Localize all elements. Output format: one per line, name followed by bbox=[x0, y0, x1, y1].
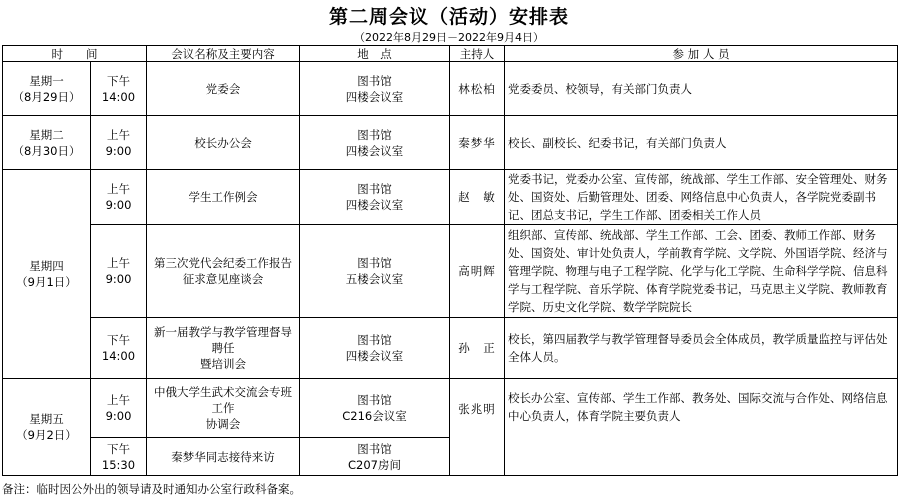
footnote: 备注：临时因公外出的领导请及时通知办公室行政科备案。 bbox=[2, 482, 301, 496]
meeting-line: 党委会 bbox=[205, 81, 241, 96]
schedule-table bbox=[2, 45, 898, 476]
meeting-line: 第三次党代会纪委工作报告 bbox=[154, 256, 292, 270]
day-cell bbox=[3, 62, 91, 116]
host-cell: 林松柏 bbox=[450, 62, 505, 116]
header-row bbox=[3, 46, 898, 62]
header-meeting: 会议名称及主要内容 bbox=[147, 46, 300, 62]
page-title: 第二周会议（活动）安排表 bbox=[328, 6, 569, 28]
location-cell bbox=[300, 62, 450, 116]
header-time: 时 间 bbox=[3, 46, 147, 62]
period-label: 上午 bbox=[107, 127, 130, 142]
attendees-cell: 党委书记，党委办公室、宣传部，统战部、学生工作部、安全管理处、财务处、国资处、后勤管理处、团委、网络信息中心负责人，各学院党委副书记、团总支书记，学生工作部、团委相关工作人员 bbox=[505, 170, 898, 225]
host-cell: 高明辉 bbox=[450, 225, 505, 318]
location-line: 四楼会议室 bbox=[345, 198, 404, 212]
period-label: 下午 bbox=[107, 333, 130, 347]
meeting-cell bbox=[147, 438, 300, 476]
meeting-line: 暨培训会 bbox=[200, 357, 246, 371]
host-cell: 孙 正 bbox=[450, 318, 505, 379]
time-label: 15:30 bbox=[101, 457, 136, 472]
location-line: C207房间 bbox=[348, 457, 401, 472]
location-line: 图书馆 bbox=[357, 73, 392, 88]
attendees-cell: 校长办公室、宣传部、学生工作部、教务处、国际交流与合作处、网络信息中心负责人，体育学院主要负责人 bbox=[505, 379, 898, 476]
date-label: （9月2日） bbox=[16, 428, 77, 442]
time-label: 14:00 bbox=[101, 89, 136, 104]
meeting-cell bbox=[147, 116, 300, 170]
location-cell bbox=[300, 225, 450, 318]
date-range-subtitle: （2022年8月29日－2022年9月4日） bbox=[354, 31, 544, 44]
day-cell bbox=[3, 170, 91, 379]
meeting-line: 征求意见座谈会 bbox=[182, 272, 264, 286]
location-line: 图书馆 bbox=[357, 127, 392, 142]
date-label: （8月30日） bbox=[12, 143, 81, 158]
location-line: 四楼会议室 bbox=[345, 349, 404, 363]
location-line: 图书馆 bbox=[357, 393, 392, 407]
day-cell bbox=[3, 379, 91, 476]
meeting-line: 校长办公会 bbox=[194, 135, 252, 150]
host-cell: 张兆明 bbox=[450, 379, 505, 476]
time-cell bbox=[91, 438, 147, 476]
time-cell bbox=[91, 379, 147, 438]
location-line: 图书馆 bbox=[357, 256, 392, 270]
time-cell bbox=[91, 318, 147, 379]
location-cell bbox=[300, 116, 450, 170]
meeting-line: 新一届教学与教学管理督导聘任 bbox=[154, 325, 292, 355]
header-host: 主持人 bbox=[450, 46, 505, 62]
meeting-line: 协调会 bbox=[205, 417, 241, 431]
meeting-cell bbox=[147, 170, 300, 225]
location-line: 五楼会议室 bbox=[345, 272, 404, 286]
meeting-cell bbox=[147, 318, 300, 379]
attendees-cell: 组织部、宣传部、统战部、学生工作部、工会、团委、教师工作部、财务处、国资处、审计处负责人，学前教育学院、文学院、外国语学院、经济与管理学院、物理与电子工程学院、化学与化工学院、生命科学学院、信息科学与工程学院、音乐学院、体育学院党委书记，马克思主义学院、教师教育学院、历史文化学院、数学学院院长 bbox=[505, 225, 898, 318]
time-label: 9:00 bbox=[105, 272, 132, 286]
time-cell bbox=[91, 170, 147, 225]
time-label: 9:00 bbox=[105, 409, 132, 423]
time-cell bbox=[91, 225, 147, 318]
time-cell bbox=[91, 116, 147, 170]
table-row bbox=[3, 318, 898, 379]
table-row bbox=[3, 170, 898, 225]
period-label: 上午 bbox=[107, 256, 130, 270]
period-label: 下午 bbox=[107, 73, 130, 88]
weekday-label: 星期一 bbox=[29, 73, 64, 88]
attendees-cell: 校长，第四届教学与教学管理督导委员会全体成员，教学质量监控与评估处全体人员。 bbox=[505, 318, 898, 379]
date-label: （8月29日） bbox=[12, 89, 81, 104]
location-cell bbox=[300, 438, 450, 476]
weekday-label: 星期二 bbox=[29, 127, 64, 142]
location-line: 四楼会议室 bbox=[345, 89, 404, 104]
meeting-cell bbox=[147, 379, 300, 438]
location-cell bbox=[300, 318, 450, 379]
header-attendees: 参 加 人 员 bbox=[505, 46, 898, 62]
meeting-cell bbox=[147, 225, 300, 318]
attendees-cell: 党委委员、校领导，有关部门负责人 bbox=[505, 62, 898, 116]
time-label: 9:00 bbox=[105, 143, 132, 158]
period-label: 下午 bbox=[107, 441, 130, 456]
table-row bbox=[3, 62, 898, 116]
location-line: C216会议室 bbox=[342, 409, 407, 423]
day-cell bbox=[3, 116, 91, 170]
location-line: 四楼会议室 bbox=[345, 143, 404, 158]
weekday-label: 星期四 bbox=[29, 259, 64, 273]
header-location: 地 点 bbox=[300, 46, 450, 62]
location-line: 图书馆 bbox=[357, 182, 392, 196]
time-label: 14:00 bbox=[101, 349, 136, 363]
period-label: 上午 bbox=[107, 393, 130, 407]
location-cell bbox=[300, 379, 450, 438]
host-cell: 秦梦华 bbox=[450, 116, 505, 170]
table-row bbox=[3, 116, 898, 170]
attendees-cell: 校长、副校长、纪委书记，有关部门负责人 bbox=[505, 116, 898, 170]
meeting-line: 中俄大学生武术交流会专班工作 bbox=[154, 385, 292, 415]
host-cell: 赵 敏 bbox=[450, 170, 505, 225]
location-line: 图书馆 bbox=[357, 333, 392, 347]
meeting-cell bbox=[147, 62, 300, 116]
location-cell bbox=[300, 170, 450, 225]
time-cell bbox=[91, 62, 147, 116]
table-row bbox=[3, 379, 898, 438]
meeting-line: 秦梦华同志接待来访 bbox=[171, 449, 275, 464]
location-line: 图书馆 bbox=[357, 441, 392, 456]
period-label: 上午 bbox=[107, 182, 130, 196]
date-label: （9月1日） bbox=[16, 275, 77, 289]
table-row bbox=[3, 225, 898, 318]
weekday-label: 星期五 bbox=[29, 412, 64, 426]
meeting-line: 学生工作例会 bbox=[188, 190, 258, 204]
time-label: 9:00 bbox=[105, 198, 132, 212]
